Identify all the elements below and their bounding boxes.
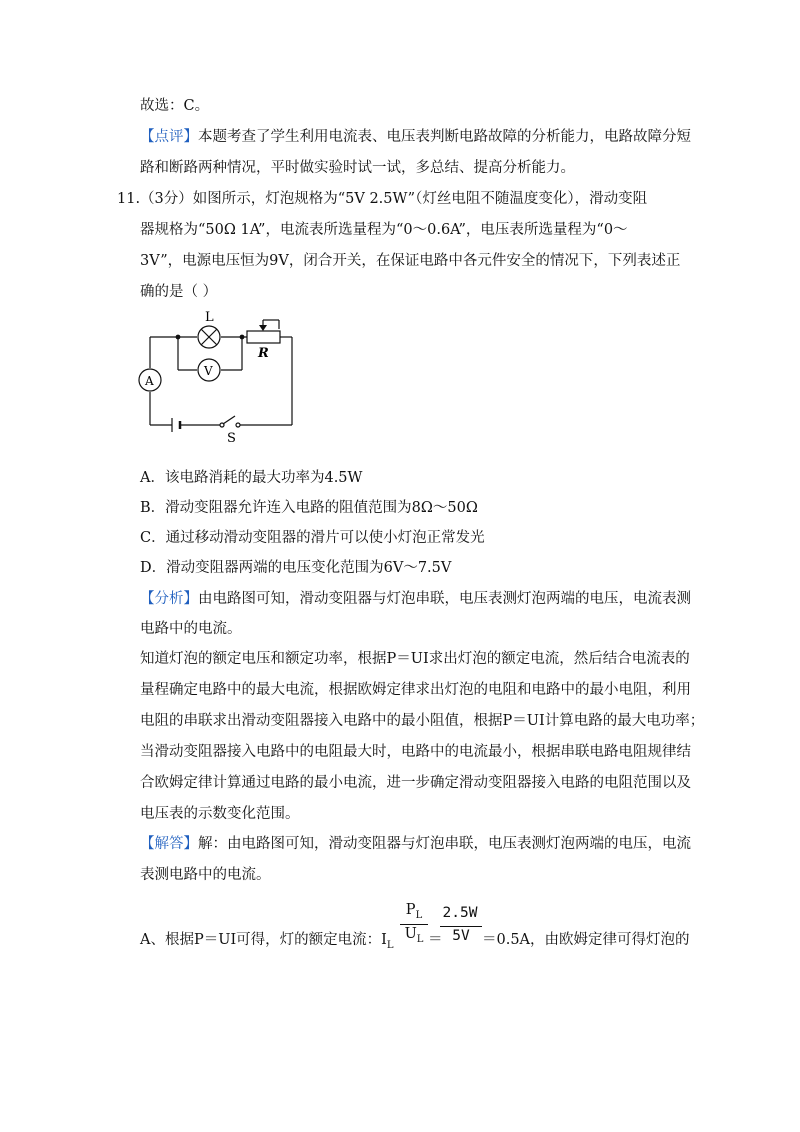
fraction-2-numerator: 2.5W [442,905,478,921]
formula-prefix: A、根据P＝UI可得，灯的额定电流：$I_L$ [140,932,394,951]
answer-tag: 【解答】 [140,836,198,852]
analysis-paragraph [140,589,691,609]
text-line: 知道灯泡的额定电压和额定功率，根据P＝UI求出灯泡的额定电流，然后结合电流表的 [140,651,690,667]
text-line: 由电路图可知，滑动变阻器与灯泡串联，电压表测灯泡两端的电压，电流表测 [198,591,691,607]
analysis-tag: 【分析】 [140,591,198,607]
junction-dot [240,335,245,340]
option-c: C．通过移动滑动变阻器的滑片可以使小灯泡正常发光 [140,530,485,546]
answer-paragraph [140,834,691,854]
option-b: B．滑动变阻器允许连入电路的阻值范围为8Ω～50Ω [140,500,478,516]
text-line: 解：由电路图可知，滑动变阻器与灯泡串联，电压表测灯泡两端的电压，电流 [198,836,691,852]
fraction-2-bar [440,926,482,927]
question-line: （3分）如图所示，灯泡规格为“5V 2.5W”（灯丝电阻不随温度变化），滑动变阻 [140,191,648,207]
text-line: 故选：C。 [140,98,210,114]
rheostat-icon [247,320,280,343]
lamp-label: L [205,310,214,325]
fraction-1-denominator: $U_L$ [404,926,424,945]
question-number: 11. [117,191,141,207]
circuit-diagram [134,308,304,448]
battery-icon [172,418,180,432]
fraction-1-bar [400,924,428,925]
text-line: 电压表的示数变化范围。 [140,806,300,822]
switch-icon [220,416,240,427]
text-line: 本题考查了学生利用电流表、电压表判断电路故障的分析能力，电路故障分短 [198,129,691,145]
fraction-2-denominator: 5V [452,928,470,944]
lamp-icon [198,326,220,348]
text-line: 合欧姆定律计算通过电路的最小电流，进一步确定滑动变阻器接入电路的电阻范围以及 [140,775,691,791]
text-line: 当滑动变阻器接入电路中的电阻最大时，电路中的电流最小，根据串联电路电阻规律结 [140,744,691,760]
switch-label: S [227,431,236,446]
formula-suffix: ＝0.5A，由欧姆定律可得灯泡的 [482,932,690,948]
option-a: A．该电路消耗的最大功率为4.5W [140,470,363,486]
question-line: 器规格为“50Ω 1A”，电流表所选量程为“0～0.6A”，电压表所选量程为“0～ [140,222,628,238]
option-d: D．滑动变阻器两端的电压变化范围为6V～7.5V [140,560,452,576]
voltmeter-label: V [204,364,213,378]
question-line: 3V”，电源电压恒为9V，闭合开关，在保证电路中各元件安全的情况下，下列表述正 [140,253,681,269]
text-line: 电路中的电流。 [140,621,242,637]
junction-dot [176,335,181,340]
comment-tag: 【点评】 [140,129,198,145]
text-line: 电阻的串联求出滑动变阻器接入电路中的最小阻值，根据P＝UI计算电路的最大电功率； [140,713,705,729]
comment-paragraph [140,127,691,147]
ammeter-label: A [145,374,154,388]
equals-sign: ＝ [428,932,443,948]
text-line: 量程确定电路中的最大电流，根据欧姆定律求出灯泡的电阻和电路中的最小电阻，利用 [140,682,691,698]
text-line: 表测电路中的电流。 [140,867,271,883]
question-line: 确的是（ ） [140,284,218,300]
rheostat-label: R [258,346,269,361]
text-line: 路和断路两种情况，平时做实验时试一试，多总结、提高分析能力。 [140,160,575,176]
fraction-1-numerator: $P_L$ [405,902,423,921]
